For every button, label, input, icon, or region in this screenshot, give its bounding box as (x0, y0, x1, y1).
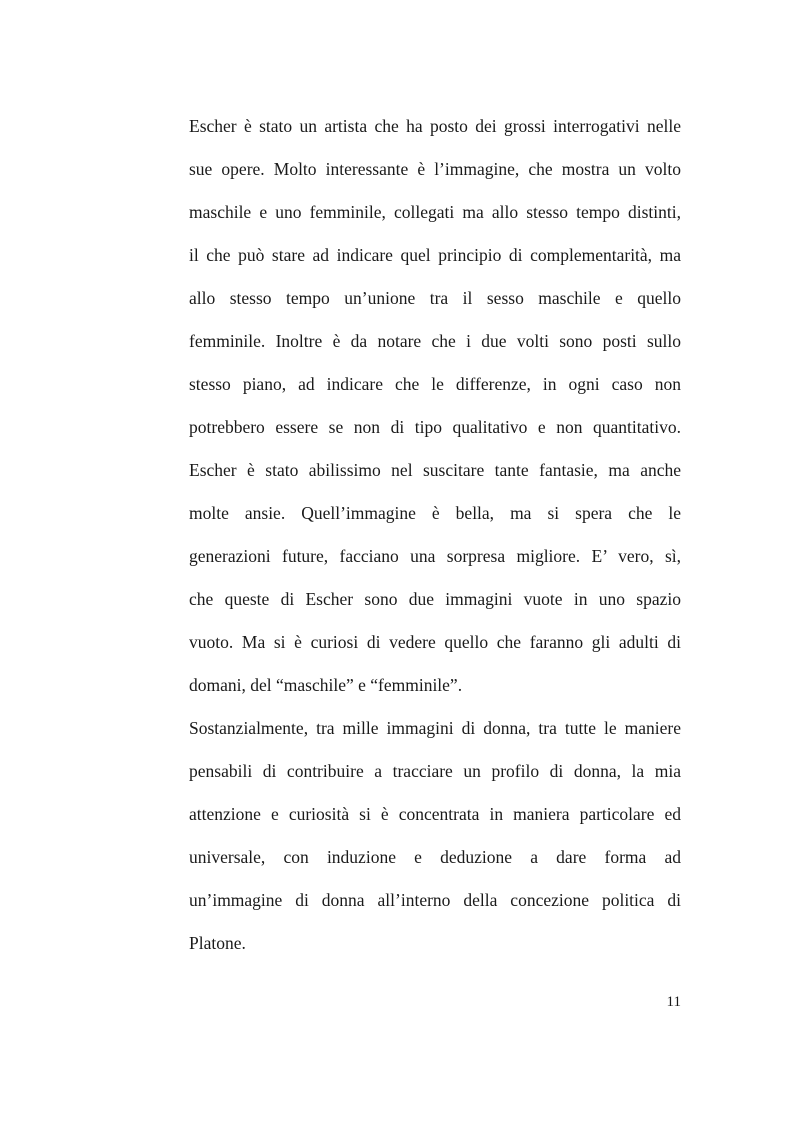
text-line: Sostanzialmente, tra mille immagini di donna, tra tutte le maniere (189, 718, 681, 738)
text-line: Escher è stato un artista che ha posto dei grossi interrogativi nelle (189, 116, 681, 136)
text-line: domani, del “maschile” e “femminile”. (189, 675, 463, 695)
paragraph-escher (189, 105, 681, 707)
text-line: allo stesso tempo un’unione tra il sesso maschile e quello (189, 288, 681, 308)
text-line: attenzione e curiosità si è concentrata in maniera particolare ed (189, 804, 681, 824)
text-line: universale, con induzione e deduzione a dare forma ad (189, 847, 681, 867)
text-line: molte ansie. Quell’immagine è bella, ma si spera che le (189, 503, 681, 523)
text-line: stesso piano, ad indicare che le differenze, in ogni caso non (189, 374, 681, 394)
page-number: 11 (666, 994, 681, 1010)
text-line: potrebbero essere se non di tipo qualitativo e non quantitativo. (189, 417, 681, 437)
text-line: Platone. (189, 933, 246, 953)
text-line: Escher è stato abilissimo nel suscitare tante fantasie, ma anche (189, 460, 681, 480)
text-line: che queste di Escher sono due immagini vuote in uno spazio (189, 589, 681, 609)
text-line: un’immagine di donna all’interno della concezione politica di (189, 890, 681, 910)
text-line: pensabili di contribuire a tracciare un profilo di donna, la mia (189, 761, 681, 781)
text-line: il che può stare ad indicare quel principio di complementarità, ma (189, 245, 681, 265)
text-line: maschile e uno femminile, collegati ma allo stesso tempo distinti, (189, 202, 681, 222)
text-line: vuoto. Ma si è curiosi di vedere quello che faranno gli adulti di (189, 632, 681, 652)
body-text (189, 105, 681, 965)
text-line: generazioni future, facciano una sorpresa migliore. E’ vero, sì, (189, 546, 681, 566)
text-line: femminile. Inoltre è da notare che i due volti sono posti sullo (189, 331, 681, 351)
text-line: sue opere. Molto interessante è l’immagine, che mostra un volto (189, 159, 681, 179)
paragraph-platone (189, 707, 681, 965)
